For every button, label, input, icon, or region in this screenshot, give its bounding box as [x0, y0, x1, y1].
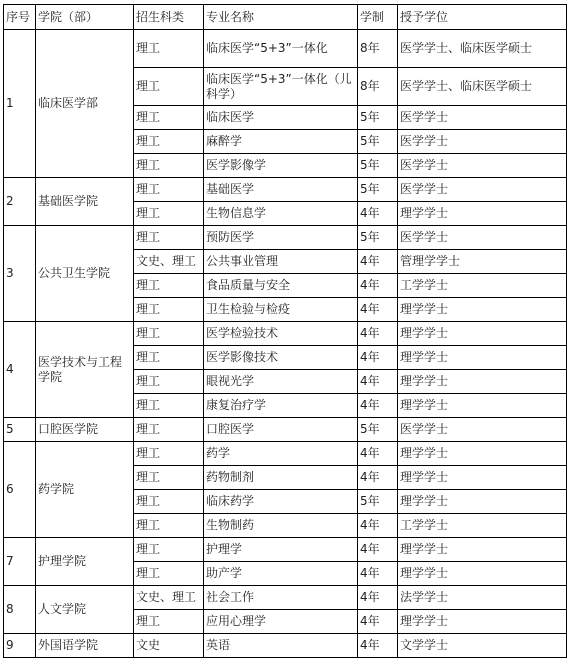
table-body	[4, 30, 567, 658]
cell-major: 生物信息学	[204, 202, 358, 226]
cell-major: 英语	[204, 634, 358, 658]
cell-years: 4年	[358, 202, 398, 226]
cell-major: 护理学	[204, 538, 358, 562]
cell-no: 7	[4, 538, 36, 586]
cell-category: 文史、理工	[134, 250, 204, 274]
cell-major: 口腔医学	[204, 418, 358, 442]
cell-category: 理工	[134, 298, 204, 322]
cell-years: 4年	[358, 586, 398, 610]
cell-major: 公共事业管理	[204, 250, 358, 274]
cell-degree: 理学学士	[398, 610, 567, 634]
cell-years: 4年	[358, 370, 398, 394]
cell-major: 生物制药	[204, 514, 358, 538]
cell-category: 理工	[134, 130, 204, 154]
table-row	[4, 226, 567, 250]
cell-major: 医学检验技术	[204, 322, 358, 346]
cell-years: 5年	[358, 106, 398, 130]
cell-category: 理工	[134, 68, 204, 106]
cell-category: 理工	[134, 370, 204, 394]
cell-degree: 医学学士、临床医学硕士	[398, 30, 567, 68]
cell-category: 理工	[134, 610, 204, 634]
cell-degree: 理学学士	[398, 346, 567, 370]
cell-degree: 医学学士	[398, 226, 567, 250]
cell-years: 4年	[358, 562, 398, 586]
table-row	[4, 178, 567, 202]
header-degree: 授予学位	[398, 5, 567, 30]
cell-category: 理工	[134, 154, 204, 178]
cell-degree: 医学学士、临床医学硕士	[398, 68, 567, 106]
cell-years: 4年	[358, 514, 398, 538]
cell-major: 助产学	[204, 562, 358, 586]
cell-major: 卫生检验与检疫	[204, 298, 358, 322]
table-row	[4, 30, 567, 68]
cell-major: 药学	[204, 442, 358, 466]
cell-category: 理工	[134, 538, 204, 562]
header-school: 学院（部）	[36, 5, 134, 30]
cell-school: 护理学院	[36, 538, 134, 586]
cell-major: 医学影像学	[204, 154, 358, 178]
cell-no: 9	[4, 634, 36, 658]
cell-degree: 理学学士	[398, 466, 567, 490]
cell-no: 3	[4, 226, 36, 322]
cell-category: 理工	[134, 418, 204, 442]
table-row	[4, 586, 567, 610]
cell-category: 理工	[134, 490, 204, 514]
cell-no: 2	[4, 178, 36, 226]
cell-category: 理工	[134, 106, 204, 130]
cell-major: 临床医学“5+3”一体化	[204, 30, 358, 68]
cell-degree: 文学学士	[398, 634, 567, 658]
table-row	[4, 442, 567, 466]
cell-school: 外国语学院	[36, 634, 134, 658]
cell-years: 5年	[358, 178, 398, 202]
cell-major: 药物制剂	[204, 466, 358, 490]
cell-category: 理工	[134, 562, 204, 586]
header-years: 学制	[358, 5, 398, 30]
cell-degree: 医学学士	[398, 178, 567, 202]
cell-degree: 医学学士	[398, 418, 567, 442]
cell-degree: 理学学士	[398, 562, 567, 586]
cell-no: 1	[4, 30, 36, 178]
cell-degree: 医学学士	[398, 106, 567, 130]
cell-major: 医学影像技术	[204, 346, 358, 370]
cell-category: 理工	[134, 274, 204, 298]
cell-school: 公共卫生学院	[36, 226, 134, 322]
table-row	[4, 634, 567, 658]
cell-no: 5	[4, 418, 36, 442]
majors-table	[3, 4, 567, 658]
cell-degree: 理学学士	[398, 202, 567, 226]
cell-category: 文史	[134, 634, 204, 658]
cell-years: 4年	[358, 442, 398, 466]
cell-category: 理工	[134, 226, 204, 250]
cell-years: 8年	[358, 68, 398, 106]
cell-degree: 管理学学士	[398, 250, 567, 274]
cell-years: 5年	[358, 130, 398, 154]
table-row	[4, 418, 567, 442]
cell-years: 4年	[358, 538, 398, 562]
cell-years: 4年	[358, 346, 398, 370]
cell-no: 8	[4, 586, 36, 634]
cell-years: 4年	[358, 610, 398, 634]
cell-degree: 理学学士	[398, 298, 567, 322]
header-major: 专业名称	[204, 5, 358, 30]
cell-school: 口腔医学院	[36, 418, 134, 442]
cell-degree: 医学学士	[398, 154, 567, 178]
cell-category: 理工	[134, 514, 204, 538]
cell-years: 4年	[358, 394, 398, 418]
table-row	[4, 322, 567, 346]
cell-major: 社会工作	[204, 586, 358, 610]
cell-category: 理工	[134, 30, 204, 68]
cell-major: 预防医学	[204, 226, 358, 250]
cell-school: 人文学院	[36, 586, 134, 634]
cell-years: 5年	[358, 490, 398, 514]
cell-school: 基础医学院	[36, 178, 134, 226]
cell-major: 基础医学	[204, 178, 358, 202]
cell-degree: 工学学士	[398, 274, 567, 298]
cell-years: 4年	[358, 298, 398, 322]
cell-major: 眼视光学	[204, 370, 358, 394]
header-no: 序号	[4, 5, 36, 30]
cell-major: 临床医学	[204, 106, 358, 130]
header-category: 招生科类	[134, 5, 204, 30]
cell-years: 5年	[358, 226, 398, 250]
cell-years: 4年	[358, 466, 398, 490]
cell-degree: 理学学士	[398, 490, 567, 514]
cell-years: 4年	[358, 250, 398, 274]
cell-degree: 理学学士	[398, 442, 567, 466]
cell-major: 食品质量与安全	[204, 274, 358, 298]
cell-years: 4年	[358, 634, 398, 658]
cell-degree: 法学学士	[398, 586, 567, 610]
table-row	[4, 538, 567, 562]
cell-school: 药学院	[36, 442, 134, 538]
cell-years: 8年	[358, 30, 398, 68]
cell-degree: 理学学士	[398, 538, 567, 562]
cell-major: 临床医学“5+3”一体化（儿科学）	[204, 68, 358, 106]
cell-category: 理工	[134, 394, 204, 418]
cell-major: 康复治疗学	[204, 394, 358, 418]
cell-years: 4年	[358, 322, 398, 346]
cell-category: 理工	[134, 346, 204, 370]
cell-category: 文史、理工	[134, 586, 204, 610]
cell-category: 理工	[134, 202, 204, 226]
cell-category: 理工	[134, 466, 204, 490]
cell-no: 6	[4, 442, 36, 538]
cell-school: 临床医学部	[36, 30, 134, 178]
cell-major: 临床药学	[204, 490, 358, 514]
cell-degree: 工学学士	[398, 514, 567, 538]
table-header-row	[4, 5, 567, 30]
cell-degree: 理学学士	[398, 394, 567, 418]
cell-category: 理工	[134, 322, 204, 346]
cell-major: 应用心理学	[204, 610, 358, 634]
cell-degree: 理学学士	[398, 370, 567, 394]
cell-years: 5年	[358, 154, 398, 178]
cell-years: 4年	[358, 274, 398, 298]
cell-school: 医学技术与工程学院	[36, 322, 134, 418]
cell-category: 理工	[134, 442, 204, 466]
cell-major: 麻醉学	[204, 130, 358, 154]
cell-degree: 医学学士	[398, 130, 567, 154]
cell-years: 5年	[358, 418, 398, 442]
cell-no: 4	[4, 322, 36, 418]
cell-category: 理工	[134, 178, 204, 202]
cell-degree: 理学学士	[398, 322, 567, 346]
